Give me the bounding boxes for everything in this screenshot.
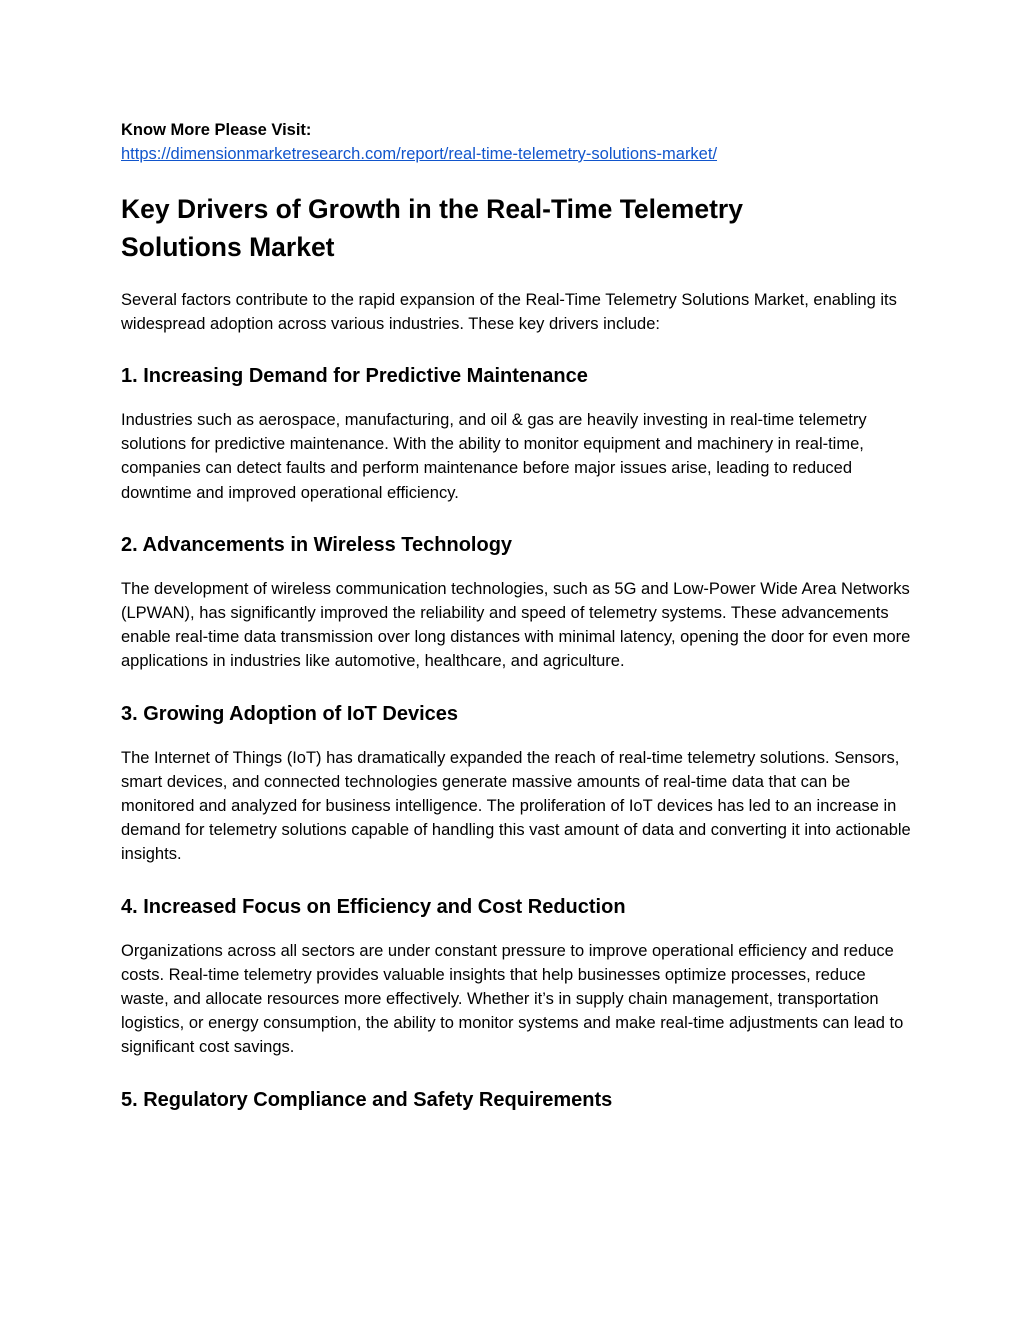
section-heading: 2. Advancements in Wireless Technology xyxy=(121,533,513,556)
section-body: Organizations across all sectors are under constant pressure to improve operational efficiency and reduce costs. Real-time telemetry provides valuable insights that help businesses optimize processes, reduce waste, and allocate resources more effectively. Whether it’s in supply chain management, transportation logistics, or energy consumption, the ability to monitor systems and make real-time adjustments can lead to significant cost savings. xyxy=(121,941,904,1057)
section-body: The development of wireless communication technologies, such as 5G and Low-Power Wide Area Networks (LPWAN), has significantly improved the reliability and speed of telemetry systems. These advancements enable real-time data transmission over long distances with minimal latency, opening the door for even more applications in industries like automotive, healthcare, and agriculture. xyxy=(121,579,911,671)
section-heading: 4. Increased Focus on Efficiency and Cost Reduction xyxy=(121,895,626,918)
section-heading: 5. Regulatory Compliance and Safety Requirements xyxy=(121,1088,613,1111)
report-link[interactable]: https://dimensionmarketresearch.com/report/real-time-telemetry-solutions-market/ xyxy=(121,145,718,163)
document-page xyxy=(121,118,911,1114)
section-body: The Internet of Things (IoT) has dramatically expanded the reach of real-time telemetry solutions. Sensors, smart devices, and connected technologies generate massive amounts of real-time data that can be monitored and analyzed for business intelligence. The proliferation of IoT devices has led to an increase in demand for telemetry solutions capable of handling this vast amount of data and converting it into actionable insights. xyxy=(121,748,911,864)
section-heading: 3. Growing Adoption of IoT Devices xyxy=(121,702,459,725)
section-efficiency-cost xyxy=(121,893,911,1060)
page-title: Key Drivers of Growth in the Real-Time Telemetry Solutions Market xyxy=(121,194,743,262)
intro-paragraph: Several factors contribute to the rapid expansion of the Real-Time Telemetry Solutions Market, enabling its widespread adoption across various industries. These key drivers include: xyxy=(121,291,897,333)
section-wireless-technology xyxy=(121,531,911,674)
section-body: Industries such as aerospace, manufacturing, and oil & gas are heavily investing in real-time telemetry solutions for predictive maintenance. With the ability to monitor equipment and machinery in real-time, companies can detect faults and perform maintenance before major issues arise, leading to reduced downtime and improved operational efficiency. xyxy=(121,411,867,502)
section-regulatory-compliance xyxy=(121,1086,911,1114)
section-heading: 1. Increasing Demand for Predictive Maintenance xyxy=(121,365,588,387)
section-iot-devices xyxy=(121,700,911,867)
visit-label: Know More Please Visit: xyxy=(121,121,312,139)
section-predictive-maintenance xyxy=(121,362,911,505)
